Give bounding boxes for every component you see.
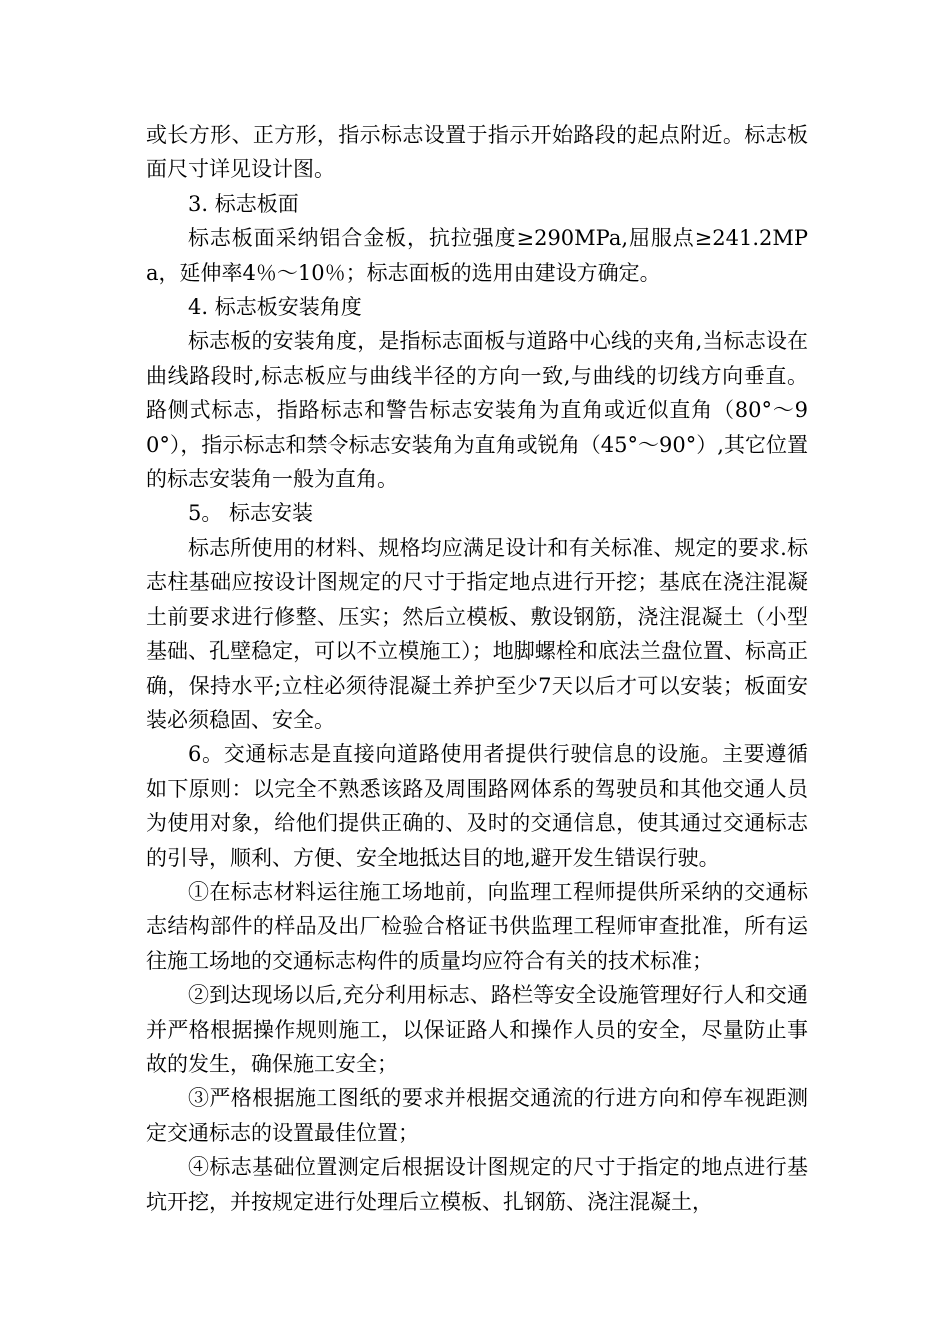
heading-5-sign-install: 5。 标志安装 (188, 501, 314, 526)
heading-3-sign-panel: 3. 标志板面 (188, 191, 299, 216)
paragraph-1: 或长方形、正方形，指示标志设置于指示开始路段的起点附近。标志板面尺寸详见设计图。 (146, 123, 808, 182)
paragraph-sign-install: 标志所使用的材料、规格均应满足设计和有关标准、规定的要求.标志柱基础应按设计图规定的尺寸于指定地点进行开挖；基底在浇注混凝土前要求进行修整、压实；然后立模板、敷设钢筋，浇注混凝土（小型基础、孔壁稳定，可以不立模施工）；地脚螺栓和底法兰盘位置、标高正确，保持水平;立柱必须待混凝土养护至少7天以后才可以安装；板面安装必须稳固、安全。 (146, 535, 808, 732)
heading-4-install-angle: 4. 标志板安装角度 (188, 295, 362, 320)
paragraph-install-angle: 标志板的安装角度，是指标志面板与道路中心线的夹角,当标志设在曲线路段时,标志板应与曲线半径的方向一致,与曲线的切线方向垂直。路侧式标志，指路标志和警告标志安装角为直角或近似直角（80°～90°），指示标志和禁令标志安装角为直角或锐角（45°～90°）,其它位置的标志安装角一般为直角。 (146, 329, 808, 492)
list-item-3: ③严格根据施工图纸的要求并根据交通流的行进方向和停车视距测定交通标志的设置最佳位置； (146, 1086, 808, 1145)
list-item-4: ④标志基础位置测定后根据设计图规定的尺寸于指定的地点进行基坑开挖，并按规定进行处理后立模板、扎钢筋、浇注混凝土， (146, 1155, 808, 1214)
paragraph-6-principles: 6。交通标志是直接向道路使用者提供行驶信息的设施。主要遵循如下原则：以完全不熟悉该路及周围路网体系的驾驶员和其他交通人员为使用对象，给他们提供正确的、及时的交通信息，使其通过交通标志的引导，顺利、方便、安全地抵达目的地,避开发生错误行驶。 (146, 742, 808, 870)
document-page (146, 118, 808, 1219)
paragraph-sign-panel-material: 标志板面采纳铝合金板，抗拉强度≥290MPa,屈服点≥241.2MPa，延伸率4％～10％；标志面板的选用由建设方确定。 (146, 226, 808, 285)
list-item-2: ②到达现场以后,充分利用标志、路栏等安全设施管理好行人和交通并严格根据操作规则施工，以保证路人和操作人员的安全，尽量防止事故的发生，确保施工安全； (146, 983, 808, 1076)
list-item-1: ①在标志材料运往施工场地前，向监理工程师提供所采纳的交通标志结构部件的样品及出厂检验合格证书供监理工程师审查批准，所有运往施工场地的交通标志构件的质量均应符合有关的技术标准； (146, 879, 808, 973)
